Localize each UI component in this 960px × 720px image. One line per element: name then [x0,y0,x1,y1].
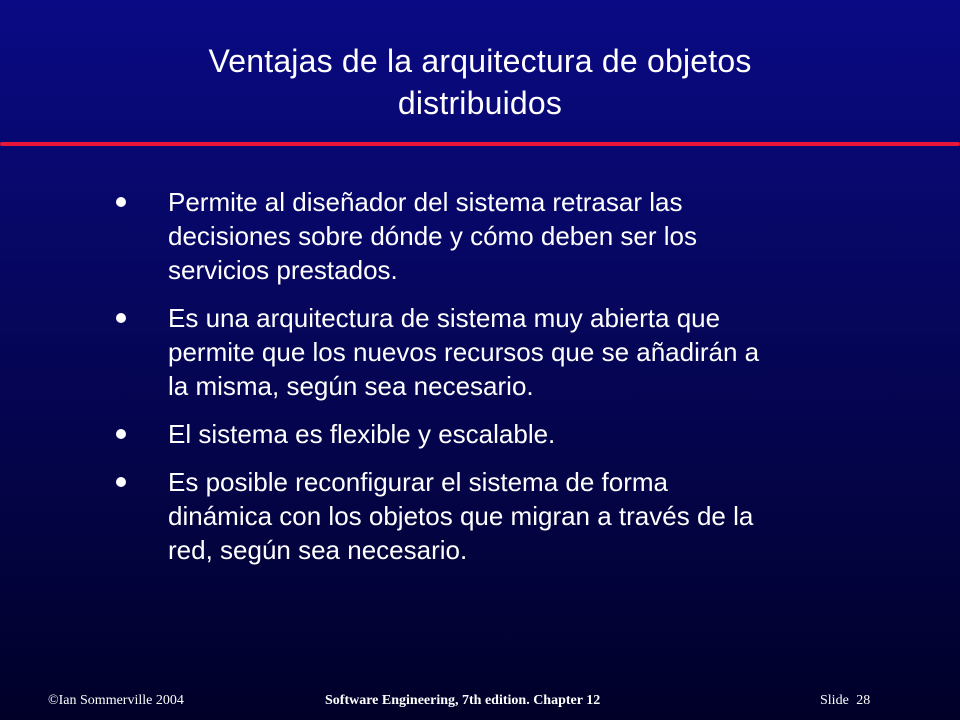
bullet-4-line-2: dinámica con los objetos que migran a través de la [168,501,754,531]
bullet-item-4 [116,465,906,567]
bullet-dot-icon [116,313,126,323]
bullet-2-line-2: permite que los nuevos recursos que se añadirán a [168,337,760,367]
bullet-2-line-1: Es una arquitectura de sistema muy abierta que [168,303,721,333]
bullet-dot-icon [116,197,126,207]
bullet-item-2 [116,301,906,403]
title-underline-rule [0,142,960,146]
slide-title-line-2: distribuidos [397,85,563,121]
bullet-3-line-1: El sistema es flexible y escalable. [168,419,556,449]
bullet-1-line-3: servicios prestados. [168,255,398,285]
slide-title-line-1: Ventajas de la arquitectura de objetos [208,43,752,79]
bullet-item-1 [116,185,906,287]
slide-title [110,40,850,124]
bullet-4-line-3: red, según sea necesario. [168,535,468,565]
bullet-dot-icon [116,429,126,439]
bullet-list [116,185,906,581]
bullet-4-line-1: Es posible reconfigurar el sistema de forma [168,467,669,497]
bullet-item-3 [116,417,906,451]
bullet-1-line-1: Permite al diseñador del sistema retrasar las [168,187,683,217]
bullet-1-line-2: decisiones sobre dónde y cómo deben ser los [168,221,697,251]
footer-copyright: ©Ian Sommerville 2004 [48,693,184,708]
slide-label: Slide [820,693,849,708]
bullet-dot-icon [116,477,126,487]
bullet-2-line-3: la misma, según sea necesario. [168,371,534,401]
footer-slide-number [820,692,870,710]
footer-book-reference: Software Engineering, 7th edition. Chapter 12 [325,693,601,708]
slide-number: 28 [856,693,871,708]
